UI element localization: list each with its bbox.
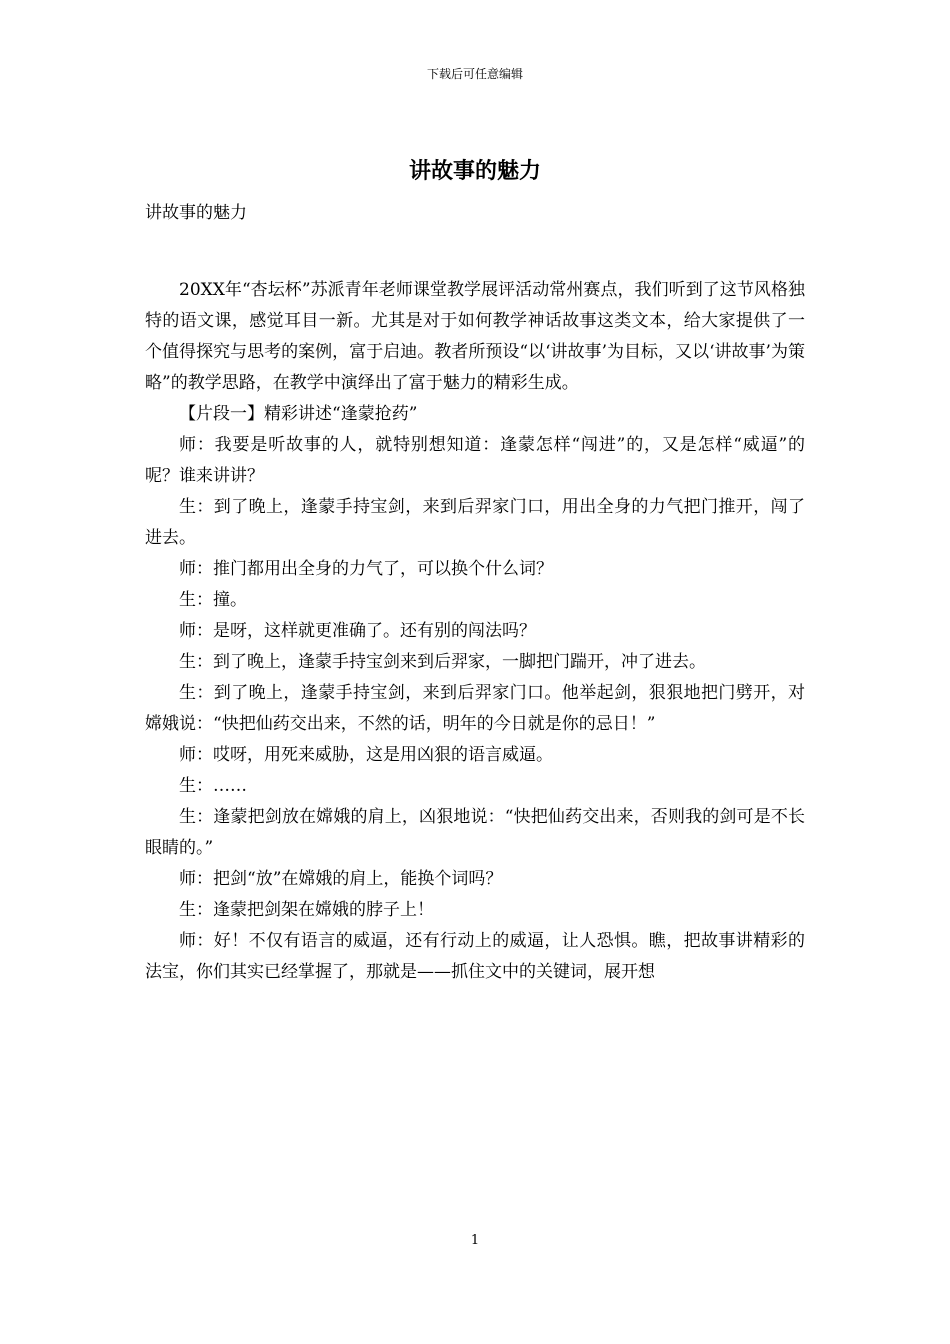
paragraph: 生：逢蒙把剑放在嫦娥的肩上，凶狠地说：“快把仙药交出来，否则我的剑可是不长眼睛的。” — [145, 807, 805, 858]
paragraph: 生：到了晚上，逢蒙手持宝剑来到后羿家，一脚把门踹开，冲了进去。 — [179, 652, 706, 672]
paragraph: 师：把剑“放”在嫦娥的肩上，能换个词吗？ — [179, 869, 503, 889]
page-header: 下载后可任意编辑 — [426, 67, 523, 81]
paragraph: 师：好！不仅有语言的威逼，还有行动上的威逼，让人恐惧。瞧，把故事讲精彩的法宝，你们其实已经掌握了，那就是——抓住文中的关键词，展开想 — [145, 931, 805, 982]
paragraph: 20XX年“杏坛杯”苏派青年老师课堂教学展评活动常州赛点，我们听到了这节风格独特的语文课，感觉耳目一新。尤其是对于如何教学神话故事这类文本，给大家提供了一个值得探究与思考的案例，富于启迪。教者所预设“以‘讲故事’为目标，又以‘讲故事’为策略”的教学思路，在教学中演绎出了富于魅力的精彩生成。 — [145, 280, 805, 393]
document-subtitle: 讲故事的魅力 — [145, 203, 247, 223]
paragraph: 生：…… — [179, 776, 247, 796]
paragraph: 师：我要是听故事的人，就特别想知道：逢蒙怎样“闯进”的，又是怎样“威逼”的呢？谁来讲讲？ — [145, 435, 805, 486]
document-title: 讲故事的魅力 — [408, 158, 541, 184]
paragraph: 生：到了晚上，逢蒙手持宝剑，来到后羿家门口。他举起剑，狠狠地把门劈开，对嫦娥说：“快把仙药交出来，不然的话，明年的今日就是你的忌日！” — [145, 683, 805, 734]
paragraph: 生：撞。 — [179, 590, 247, 610]
page-number: 1 — [470, 1233, 480, 1248]
document-body — [145, 198, 805, 988]
paragraph: 师：推门都用出全身的力气了，可以换个什么词？ — [179, 559, 553, 579]
paragraph: 【片段一】精彩讲述“逢蒙抢药” — [179, 404, 418, 424]
paragraph: 生：逢蒙把剑架在嫦娥的脖子上！ — [179, 900, 434, 920]
paragraph: 师：哎呀，用死来威胁，这是用凶狠的语言威逼。 — [179, 745, 553, 765]
paragraph: 师：是呀，这样就更准确了。还有别的闯法吗？ — [179, 621, 536, 641]
paragraph: 生：到了晚上，逢蒙手持宝剑，来到后羿家门口，用出全身的力气把门推开，闯了进去。 — [145, 497, 805, 548]
